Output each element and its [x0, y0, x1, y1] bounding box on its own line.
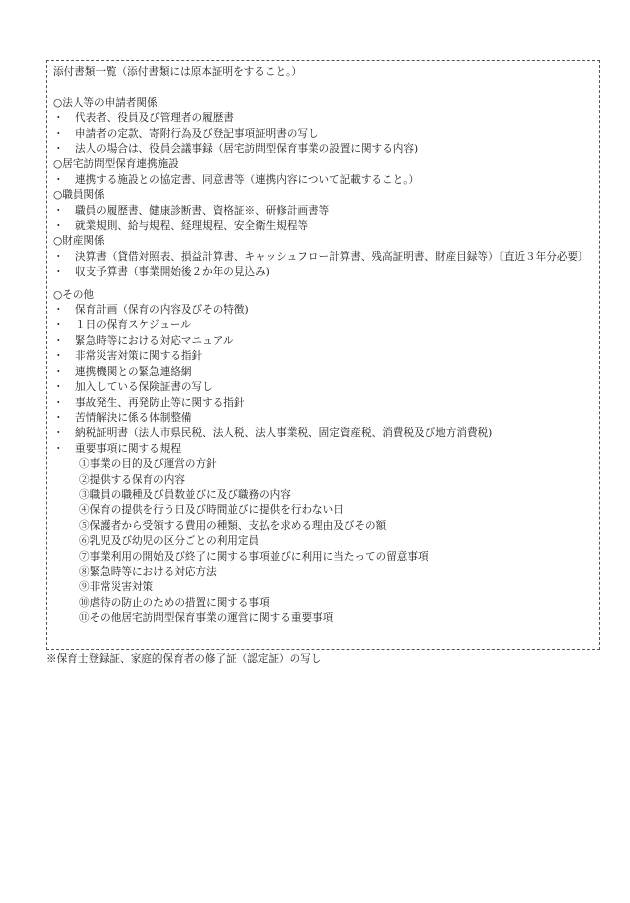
- list-item-text: 緊急時等における対応マニュアル: [75, 334, 234, 347]
- section-title-applicant: ○法人等の申請者関係: [53, 96, 158, 109]
- list-item: [53, 219, 593, 234]
- sub-list-item: ①事業の目的及び運営の方針: [79, 458, 217, 471]
- list-item-text: 事故発生、再発防止等に関する指針: [75, 396, 245, 409]
- list-item: [53, 442, 593, 457]
- list-item-text: 法人の場合は、役員会議事録（居宅訪問型保育事業の設置に関する内容): [75, 143, 419, 156]
- list-item: [53, 396, 593, 411]
- list-item-text: 代表者、役員及び管理者の履歴書: [75, 112, 234, 125]
- list-item: [53, 380, 593, 395]
- bullet: ・: [53, 334, 64, 347]
- bullet: ・: [53, 350, 64, 363]
- list-item: [53, 303, 593, 318]
- list-item-text: 重要事項に関する規程: [75, 442, 181, 455]
- list-item: [53, 142, 593, 157]
- section-title-property: ○財産関係: [53, 235, 105, 248]
- bullet: ・: [53, 304, 64, 317]
- bullet: ・: [53, 365, 64, 378]
- list-item: [53, 349, 593, 364]
- sub-list-item: ⑥乳児及び幼児の区分ごとの利用定員: [79, 535, 260, 548]
- list-item: [53, 173, 593, 188]
- list-item-text: 納税証明書（法人市県民税、法人税、法人事業税、固定資産税、消費税及び地方消費税): [75, 427, 493, 440]
- list-item-text: 申請者の定款、寄附行為及び登記事項証明書の写し: [75, 127, 319, 140]
- list-item: [53, 204, 593, 219]
- bullet: ・: [53, 143, 64, 156]
- list-item-text: 保育計画（保育の内容及びその特徴): [75, 304, 249, 317]
- list-item-text: １日の保育スケジュール: [75, 319, 191, 332]
- section-title-partner-facility: ○居宅訪問型保育連携施設: [53, 158, 179, 171]
- bullet: ・: [53, 266, 64, 279]
- list-item-text: 加入している保険証書の写し: [75, 381, 213, 394]
- bullet: ・: [53, 173, 64, 186]
- bullet: ・: [53, 427, 64, 440]
- bullet: ・: [53, 411, 64, 424]
- bullet: ・: [53, 250, 64, 263]
- list-item: [53, 265, 593, 280]
- bullet: ・: [53, 381, 64, 394]
- list-item: [53, 127, 593, 142]
- list-item-text: 収支予算書（事業開始後２か年の見込み): [75, 266, 270, 279]
- sub-list-item: ⑤保護者から受領する費用の種類、支払を求める理由及びその額: [79, 519, 387, 532]
- list-item: [53, 426, 593, 441]
- list-item-text: 非常災害対策に関する指針: [75, 350, 203, 363]
- bullet: ・: [53, 204, 64, 217]
- sub-list-item: ⑨非常災害対策: [79, 581, 154, 594]
- bullet: ・: [53, 396, 64, 409]
- bullet: ・: [53, 442, 64, 455]
- list-item-text: 苦情解決に係る体制整備: [75, 411, 192, 424]
- section-spacer: [53, 281, 593, 288]
- sub-list-item: ⑧緊急時等における対応方法: [79, 565, 217, 578]
- list-item-text: 連携する施設との協定書、同意書等（連携内容について記載すること。）: [75, 173, 420, 186]
- list-item-text: 決算書（貸借対照表、損益計算書、キャッシュフロー計算書、残高証明書、財産目録等）〔直近３年分必要〕: [75, 250, 589, 263]
- list-item: [53, 411, 593, 426]
- sub-list-item: ③職員の職種及び員数並びに及び職務の内容: [79, 488, 291, 501]
- attachment-list-box: [46, 60, 600, 650]
- bullet: ・: [53, 319, 64, 332]
- sub-list-item: ⑪その他居宅訪問型保育事業の運営に関する重要事項: [79, 612, 334, 625]
- sub-list-item: ②提供する保育の内容: [79, 473, 185, 486]
- section-title-staff: ○職員関係: [53, 189, 105, 202]
- sub-list-item: ④保育の提供を行う日及び時間並びに提供を行わない日: [79, 504, 344, 517]
- list-item-text: 連携機関との緊急連絡網: [75, 365, 192, 378]
- list-item: [53, 111, 593, 126]
- bullet: ・: [53, 112, 64, 125]
- sub-list-item: ⑦事業利用の開始及び終了に関する事項並びに利用に当たっての留意事項: [79, 550, 429, 563]
- list-item: [53, 365, 593, 380]
- bullet: ・: [53, 220, 64, 233]
- bullet: ・: [53, 127, 64, 140]
- list-item: [53, 250, 593, 265]
- list-item: [53, 334, 593, 349]
- footnote: ※保育士登録証、家庭的保育者の修了証（認定証）の写し: [46, 653, 322, 665]
- list-item-text: 就業規則、給与規程、経理規程、安全衛生規程等: [75, 220, 309, 233]
- sub-list-item: ⑩虐待の防止のための措置に関する事項: [79, 596, 270, 609]
- list-item-text: 職員の履歴書、健康診断書、資格証※、研修計画書等: [75, 204, 330, 217]
- section-title-other: ○その他: [53, 288, 95, 301]
- list-item: [53, 318, 593, 333]
- list-header: 添付書類一覧（添付書類には原本証明をすること。）: [53, 66, 302, 78]
